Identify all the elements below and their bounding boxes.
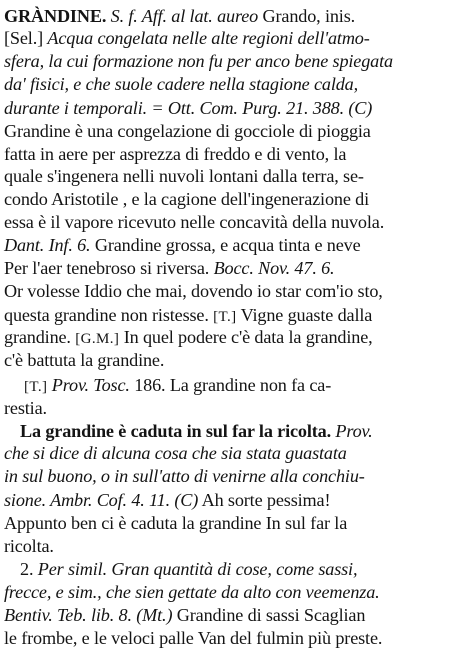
text-run: frecce, e sim., che sien gettate da alto con veemenza. xyxy=(4,582,380,602)
text-run: in sul buono, o in sull'atto di venirne alla conchiu- xyxy=(4,466,365,486)
entry-line xyxy=(4,304,372,328)
entry-line xyxy=(4,120,371,142)
text-run: GRÀNDINE. xyxy=(4,6,107,26)
entry-line xyxy=(20,420,373,442)
text-run: restia. xyxy=(4,398,47,418)
entry-line xyxy=(4,627,382,649)
entry-line xyxy=(4,211,384,233)
entry-line xyxy=(4,73,358,95)
text-run: Dant. Inf. 6. xyxy=(4,235,91,255)
text-run: In quel podere c'è data la grandine, xyxy=(119,327,373,347)
text-run: fatta in aere per asprezza di freddo e di vento, la xyxy=(4,144,347,164)
entry-line xyxy=(4,604,365,626)
entry-line xyxy=(4,97,372,119)
text-run: durante i temporali. = Ott. Com. Purg. 21. 388. (C) xyxy=(4,98,373,118)
text-run: questa grandine non ristesse. xyxy=(4,305,214,325)
entry-line xyxy=(4,50,393,72)
entry-line xyxy=(4,234,361,256)
text-run: [G.M.] xyxy=(75,331,120,347)
entry-line xyxy=(4,512,347,534)
text-run: 2. xyxy=(20,559,38,579)
text-run: Acqua congelata nelle alte regioni dell'atmo- xyxy=(47,28,370,48)
text-run: Bentiv. Teb. lib. 8. (Mt.) xyxy=(4,605,173,625)
entry-line xyxy=(4,5,355,27)
entry-line xyxy=(4,143,346,165)
text-run: [Sel.] xyxy=(4,28,48,48)
text-run: grandine. xyxy=(4,327,76,347)
text-run: Per simil. Gran quantità di cose, come sassi, xyxy=(37,559,358,579)
text-run: La grandine è caduta in sul far la ricolta. xyxy=(20,421,331,441)
entry-line xyxy=(4,188,369,210)
entry-line xyxy=(4,535,54,557)
entry-line xyxy=(4,581,380,603)
text-run: c'è battuta la grandine. xyxy=(4,350,165,370)
text-run: Ah sorte pessima! xyxy=(198,490,331,510)
text-run: Per l'aer tenebroso si riversa. xyxy=(4,258,214,278)
entry-line xyxy=(4,27,370,49)
entry-line xyxy=(4,465,365,487)
text-run: [T.] xyxy=(213,309,237,325)
text-run: Vigne guaste dalla xyxy=(236,305,373,325)
text-run: le frombe, e le veloci palle Van del fulmin più preste. xyxy=(4,628,383,648)
text-run: S. f. Aff. al lat. aureo xyxy=(106,6,263,26)
text-run: Prov. Tosc. xyxy=(47,375,130,395)
entry-line xyxy=(4,165,364,187)
text-run: da' fisici, e che suole cadere nella stagione calda, xyxy=(4,74,359,94)
text-run: Or volesse Iddio che mai, dovendo io star com'io sto, xyxy=(4,281,383,301)
text-run: Grando, inis. xyxy=(262,6,356,26)
entry-line xyxy=(4,326,373,350)
text-run: essa è il vapore ricevuto nelle concavità della nuvola. xyxy=(4,212,385,232)
text-run: sfera, la cui formazione non fu per anco bene spiegata xyxy=(4,51,393,71)
text-run: quale s'ingenera nelli nuvoli lontani dalla terra, se- xyxy=(4,166,364,186)
entry-line xyxy=(20,558,357,580)
entry-line xyxy=(4,489,330,511)
text-run: sione. Ambr. Cof. 4. 11. (C) xyxy=(4,490,199,510)
text-run: Prov. xyxy=(331,421,373,441)
text-run: Grandine grossa, e acqua tinta e neve xyxy=(90,235,361,255)
text-run: condo Aristotile , e la cagione dell'ingenerazione di xyxy=(4,189,370,209)
text-run: ricolta. xyxy=(4,536,54,556)
entry-line xyxy=(4,349,164,371)
entry-line xyxy=(4,280,383,302)
entry-line xyxy=(4,257,334,279)
entry-line xyxy=(24,374,331,398)
text-run: [T.] xyxy=(24,379,48,395)
text-run: che si dice di alcuna cosa che sia stata guastata xyxy=(4,443,347,463)
text-run: Grandine è una congelazione di gocciole di pioggia xyxy=(4,121,371,141)
text-run: Appunto ben ci è caduta la grandine In sul far la xyxy=(4,513,348,533)
text-run: Bocc. Nov. 47. 6. xyxy=(213,258,335,278)
text-run: 186. La grandine non fa ca- xyxy=(129,375,332,395)
entry-line xyxy=(4,397,47,419)
entry-line xyxy=(4,442,347,464)
text-run: Grandine di sassi Scaglian xyxy=(172,605,366,625)
